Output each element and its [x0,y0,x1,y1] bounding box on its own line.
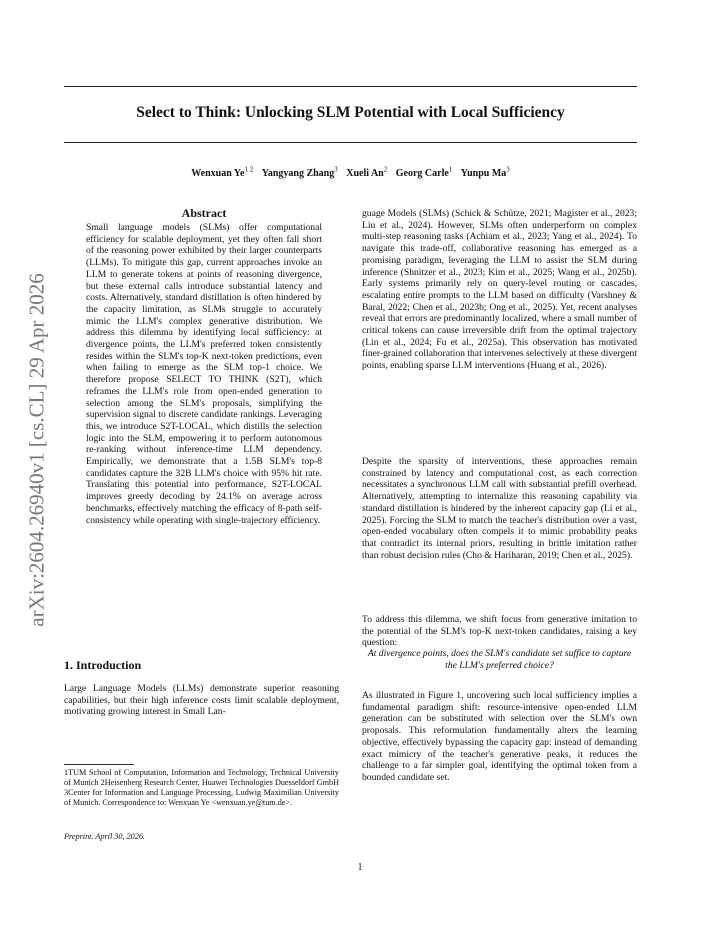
right-paragraph-1: guage Models (SLMs) (Schick & Schütze, 2021; Magister et al., 2023; Liu et al., 2024). However, SLMs often underperform on complex multi-step reasoning tasks (Achiam et al., 2023; Yang et al., 2024). To navigate this trade-off, collaborative reasoning has emerged as a promising paradigm, leveraging the LLM to assist the SLM during inference (Shnitzer et al., 2023; Kim et al., 2025; Wang et al., 2025b). Early systems primarily rely on query-level routing or cascades, escalating entire prompts to the LLM based on difficulty (Varshney & Baral, 2022; Chen et al., 2023b; Ong et al., 2025). Yet, recent analyses reveal that errors are predominantly localized, where a small number of critical tokens can cause irreversible drift from the optimal trajectory (Lin et al., 2024; Fu et al., 2025a). This observation has motivated finer-grained collaboration that intervenes selectively at these divergent points, enabling sparse LLM interventions (Huang et al., 2026). [362,208,637,372]
title-rule [64,142,637,143]
footnote-rule [64,764,134,765]
abstract-heading: Abstract [181,206,227,220]
right-paragraph-4: As illustrated in Figure 1, uncovering such local sufficiency implies a fundamental paradigm shift: resource-intensive open-ended LLM generation can be substituted with selection over the SLM's own proposals. This reformulation fundamentally alters the learning objective, effectively bypassing the capacity gap: instead of demanding exact mimicry of the teacher's generative peaks, it reduces the challenge to a far simpler goal, identifying the optimal token from a bounded candidate set. [362,690,637,783]
section-heading: 1. Introduction [64,658,142,672]
arxiv-stamp: arXiv:2604.26940v1 [cs.CL] 29 Apr 2026 [24,273,49,627]
intro-paragraph: Large Language Models (LLMs) demonstrate superior reasoning capabilities, but their high inference costs limit scalable deployment, motivating growing interest in Small Lan- [64,683,339,718]
paper-title: Select to Think: Unlocking SLM Potential with Local Sufficiency [136,104,565,121]
author: Xueli An$^2$ [346,166,388,180]
author: Wenxuan $Ye^{1 2}$ [191,166,254,180]
abstract-text: Small language models (SLMs) offer computational efficiency for scalable deployment, yet they often fall short of the reasoning power exhibited by their larger counterparts (LLMs). To mitigate this gap, current approaches invoke an LLM to generate tokens at points of reasoning divergence, but these external calls introduce substantial latency and costs. Alternatively, standard distillation is often hindered by the capacity limitation, as SLMs struggle to accurately mimic the LLM's complex generative distribution. We address this dilemma by identifying local sufficiency: at divergence points, the LLM's preferred token consistently resides within the SLM's top-K next-token predictions, even when failing to emerge as the SLM top-1 choice. We therefore propose SELECT TO THINK (S2T), which reframes the LLM's role from open-ended generation to selection among the SLM's proposals, simplifying the supervision signal to discrete candidate rankings. Leveraging this, we introduce S2T-LOCAL, which distills the selection logic into the SLM, empowering it to perform autonomous re-ranking without inference-time LLM dependency. Empirically, we demonstrate that a 1.5B SLM's top-8 candidates capture the 32B LLM's choice with 95% hit rate. Translating this potential into performance, S2T-LOCAL improves greedy decoding by 24.1% on average across benchmarks, effectively matching the efficacy of 8-path self-consistency while operating with single-trajectory efficiency. [86,222,322,526]
top-rule [64,86,637,87]
key-question: At divergence points, does the SLM's candidate set suffice to capture the LLM's preferred choice? [367,648,632,671]
right-paragraph-2: Despite the sparsity of interventions, these approaches remain constrained by latency and computational cost, as each correction necessitates a synchronous LLM call with substantial prefill overhead. Alternatively, attempting to internalize this reasoning capability via standard distillation is hindered by the inherent capacity gap (Li et al., 2025). Forcing the SLM to match the teacher's distribution over a vast, open-ended vocabulary often compels it to mimic probability peaks that contradict its internal priors, resulting in brittle imitation rather than robust decision rules (Cho & Hariharan, 2019; Chen et al., 2025). [362,456,637,561]
affiliation-footnote: 1TUM School of Computation, Information and Technology, Technical University of Munich 2Heisenberg Research Center, Huawei Technologies Duesseldorf GmbH 3Center for Information and Language Processing, Ludwig Maximilian University of Munich. Correspondence to: Wenxuan Ye <wenxuan.ye@tum.de>. [64,768,339,807]
right-paragraph-3: To address this dilemma, we shift focus from generative imitation to the potential of the SLM's top-K next-token candidates, raising a key question: [362,614,637,649]
author: Yangyang Zhang$^3$ [261,166,338,180]
page-number: 1 [357,862,363,873]
author: Georg Carle$^1$ [395,166,453,180]
author: Yunpu Ma$^3$ [460,166,510,180]
author-list [64,166,637,179]
preprint-note: Preprint. April 30, 2026. [64,832,145,841]
